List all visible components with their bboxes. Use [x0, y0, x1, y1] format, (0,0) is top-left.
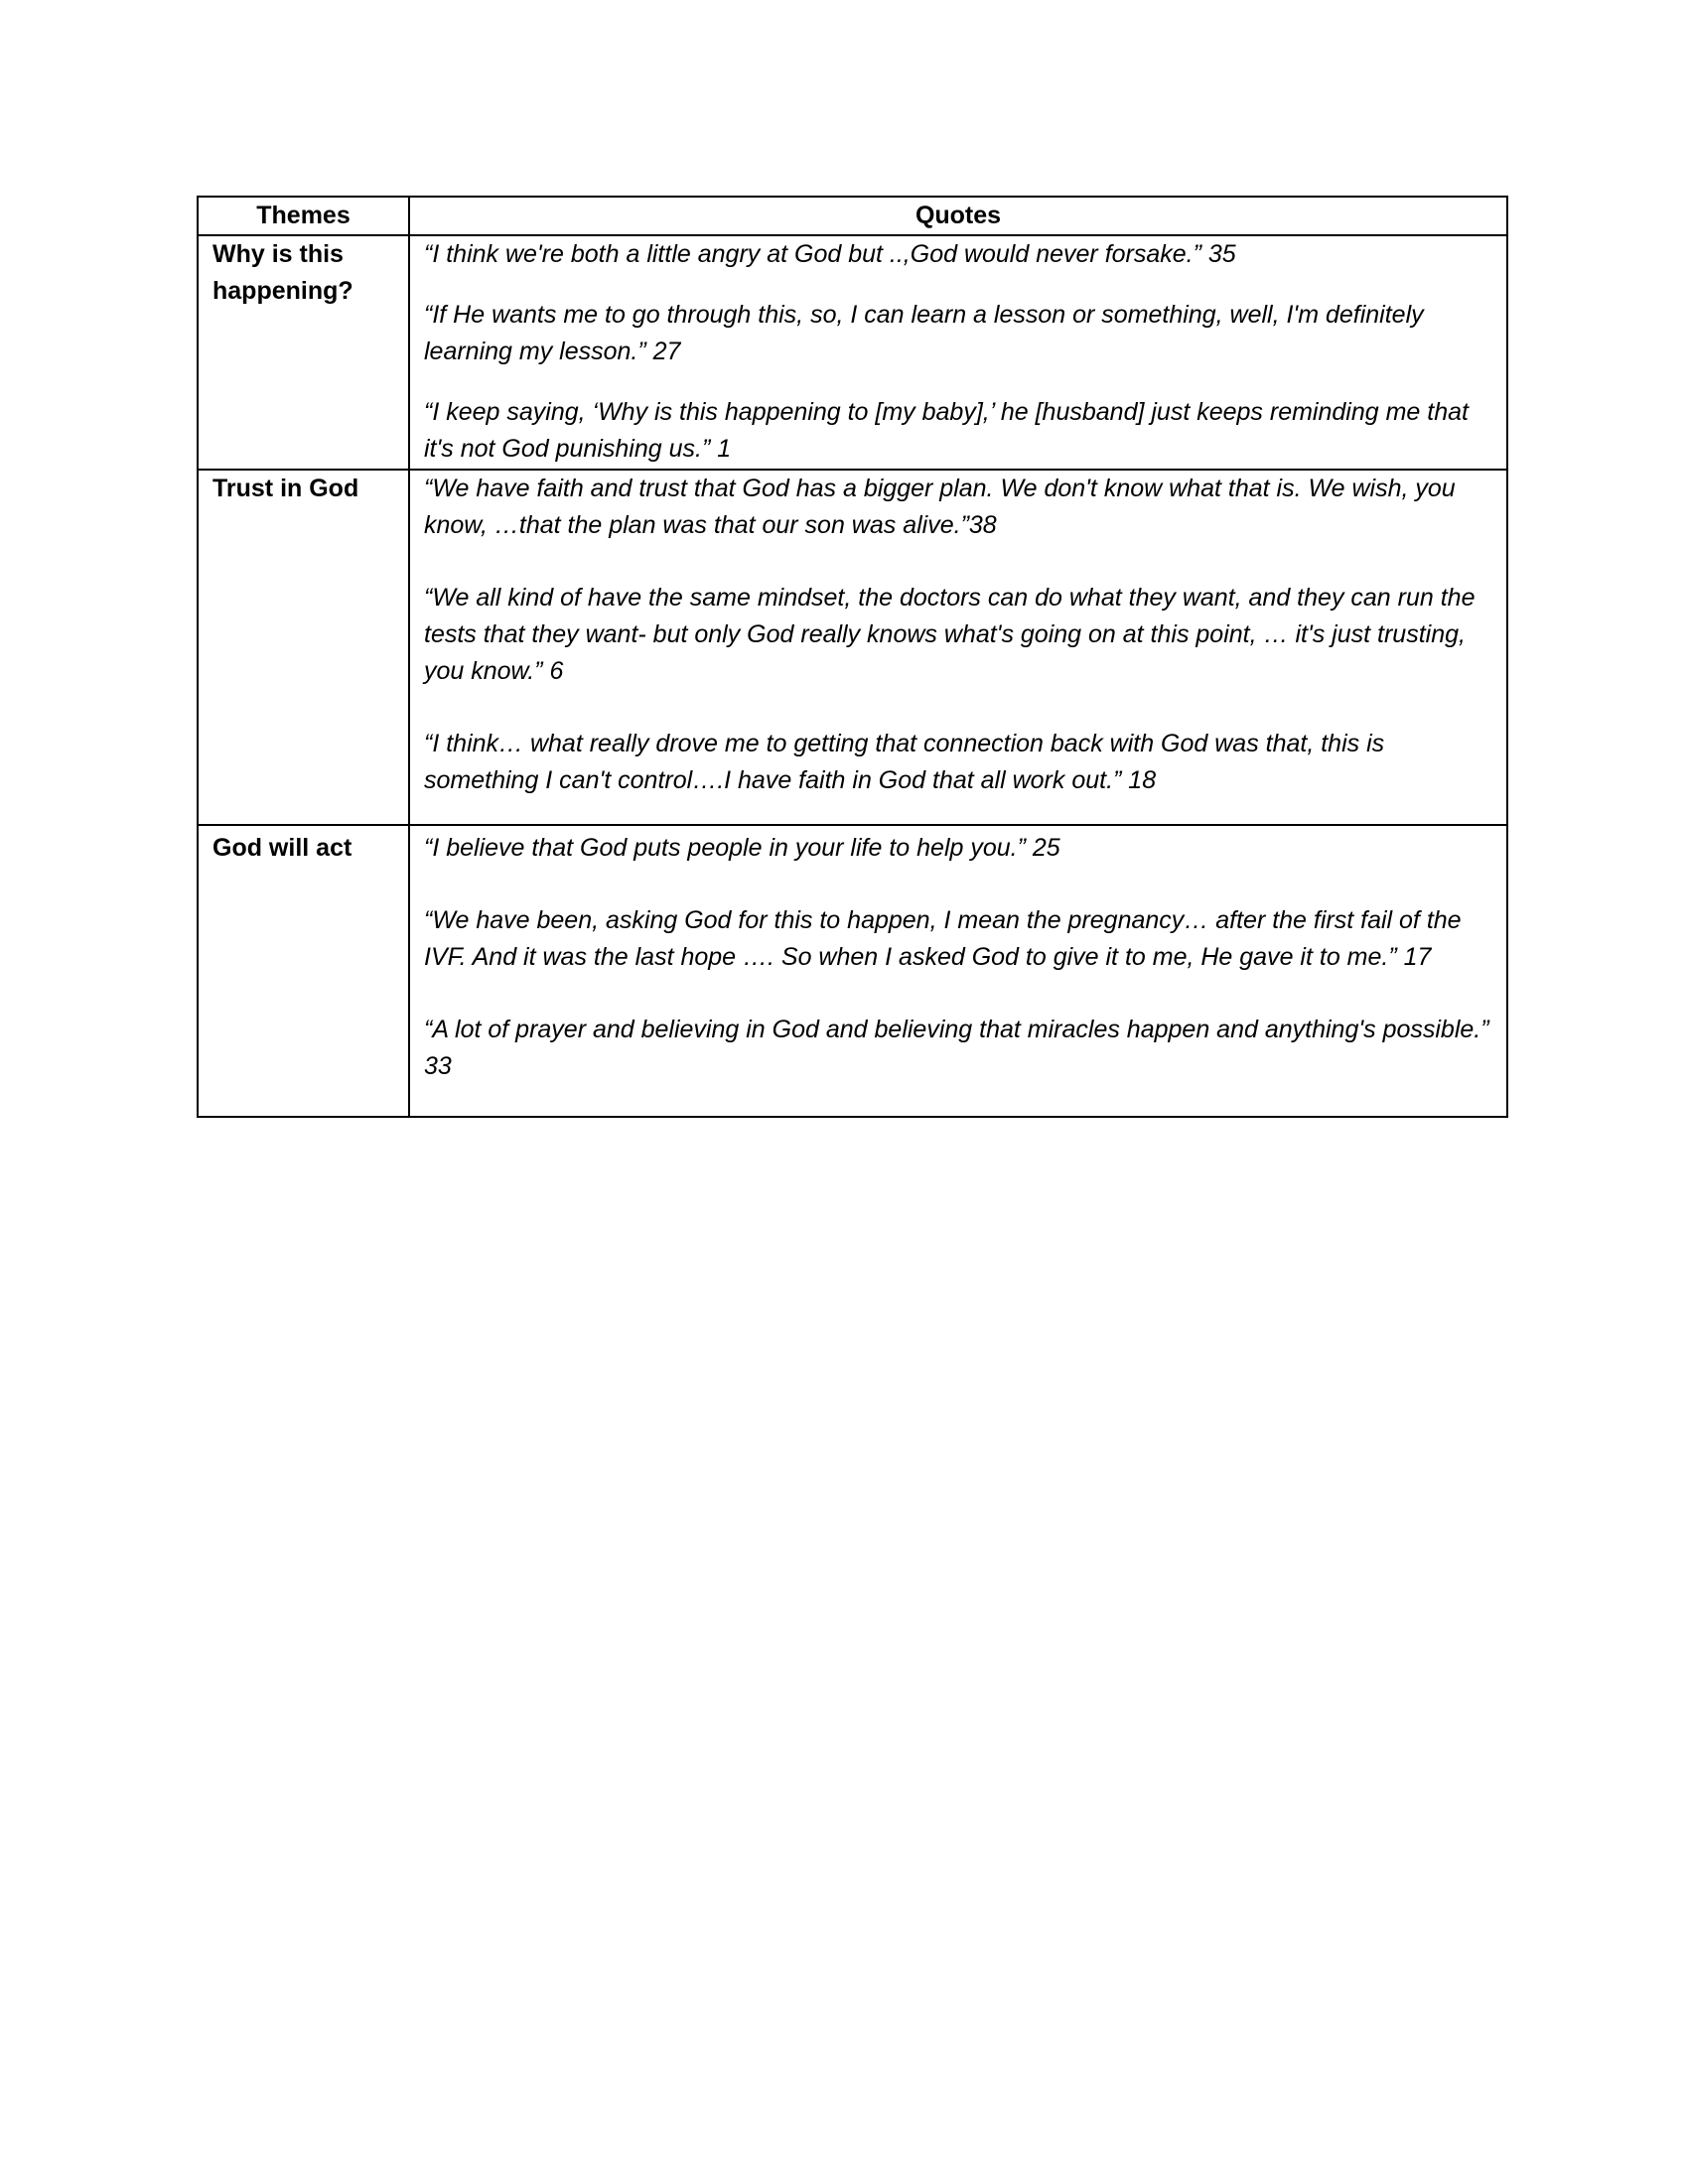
- table-header-row: [198, 197, 1507, 235]
- quote-text: “We have been, asking God for this to happen, I mean the pregnancy… after the first fail of the IVF. And it was the last hope …. So when I asked God to give it to me, He gave it to me.” 17: [424, 906, 1462, 971]
- quotes-cell: [409, 825, 1507, 1117]
- theme-cell: Trust in God: [198, 470, 409, 825]
- quote-text: “If He wants me to go through this, so, I can learn a lesson or something, well, I'm definitely learning my lesson.” 27: [424, 301, 1424, 365]
- quotes-cell: [409, 470, 1507, 825]
- header-quotes: Quotes: [409, 197, 1507, 235]
- quote-text: “We all kind of have the same mindset, the doctors can do what they want, and they can run the tests that they want- but only God really knows what's going on at this point, … it's just trusting, you know.” 6: [424, 584, 1476, 685]
- header-themes: Themes: [198, 197, 409, 235]
- theme-cell: God will act: [198, 825, 409, 1117]
- quote-text: “A lot of prayer and believing in God and believing that miracles happen and anything's possible.” 33: [424, 1016, 1489, 1080]
- themes-quotes-table: [197, 196, 1508, 1118]
- quote-text: “I think we're both a little angry at God but ..,God would never forsake.” 35: [424, 240, 1236, 268]
- quote-text: “I keep saying, ‘Why is this happening to [my baby],’ he [husband] just keeps reminding me that it's not God punishing us.” 1: [424, 398, 1469, 463]
- quote-text: “We have faith and trust that God has a bigger plan. We don't know what that is. We wish, you know, …that the plan was that our son was alive.”38: [424, 475, 1456, 539]
- quote-text: “I think… what really drove me to getting that connection back with God was that, this is something I can't control….I have faith in God that all work out.” 18: [424, 730, 1385, 794]
- table-row: [198, 470, 1507, 825]
- table-row: [198, 825, 1507, 1117]
- table-row: [198, 235, 1507, 470]
- quotes-cell: [409, 235, 1507, 470]
- quote-text: “I believe that God puts people in your life to help you.” 25: [424, 834, 1060, 862]
- theme-cell: Why is this happening?: [198, 235, 409, 470]
